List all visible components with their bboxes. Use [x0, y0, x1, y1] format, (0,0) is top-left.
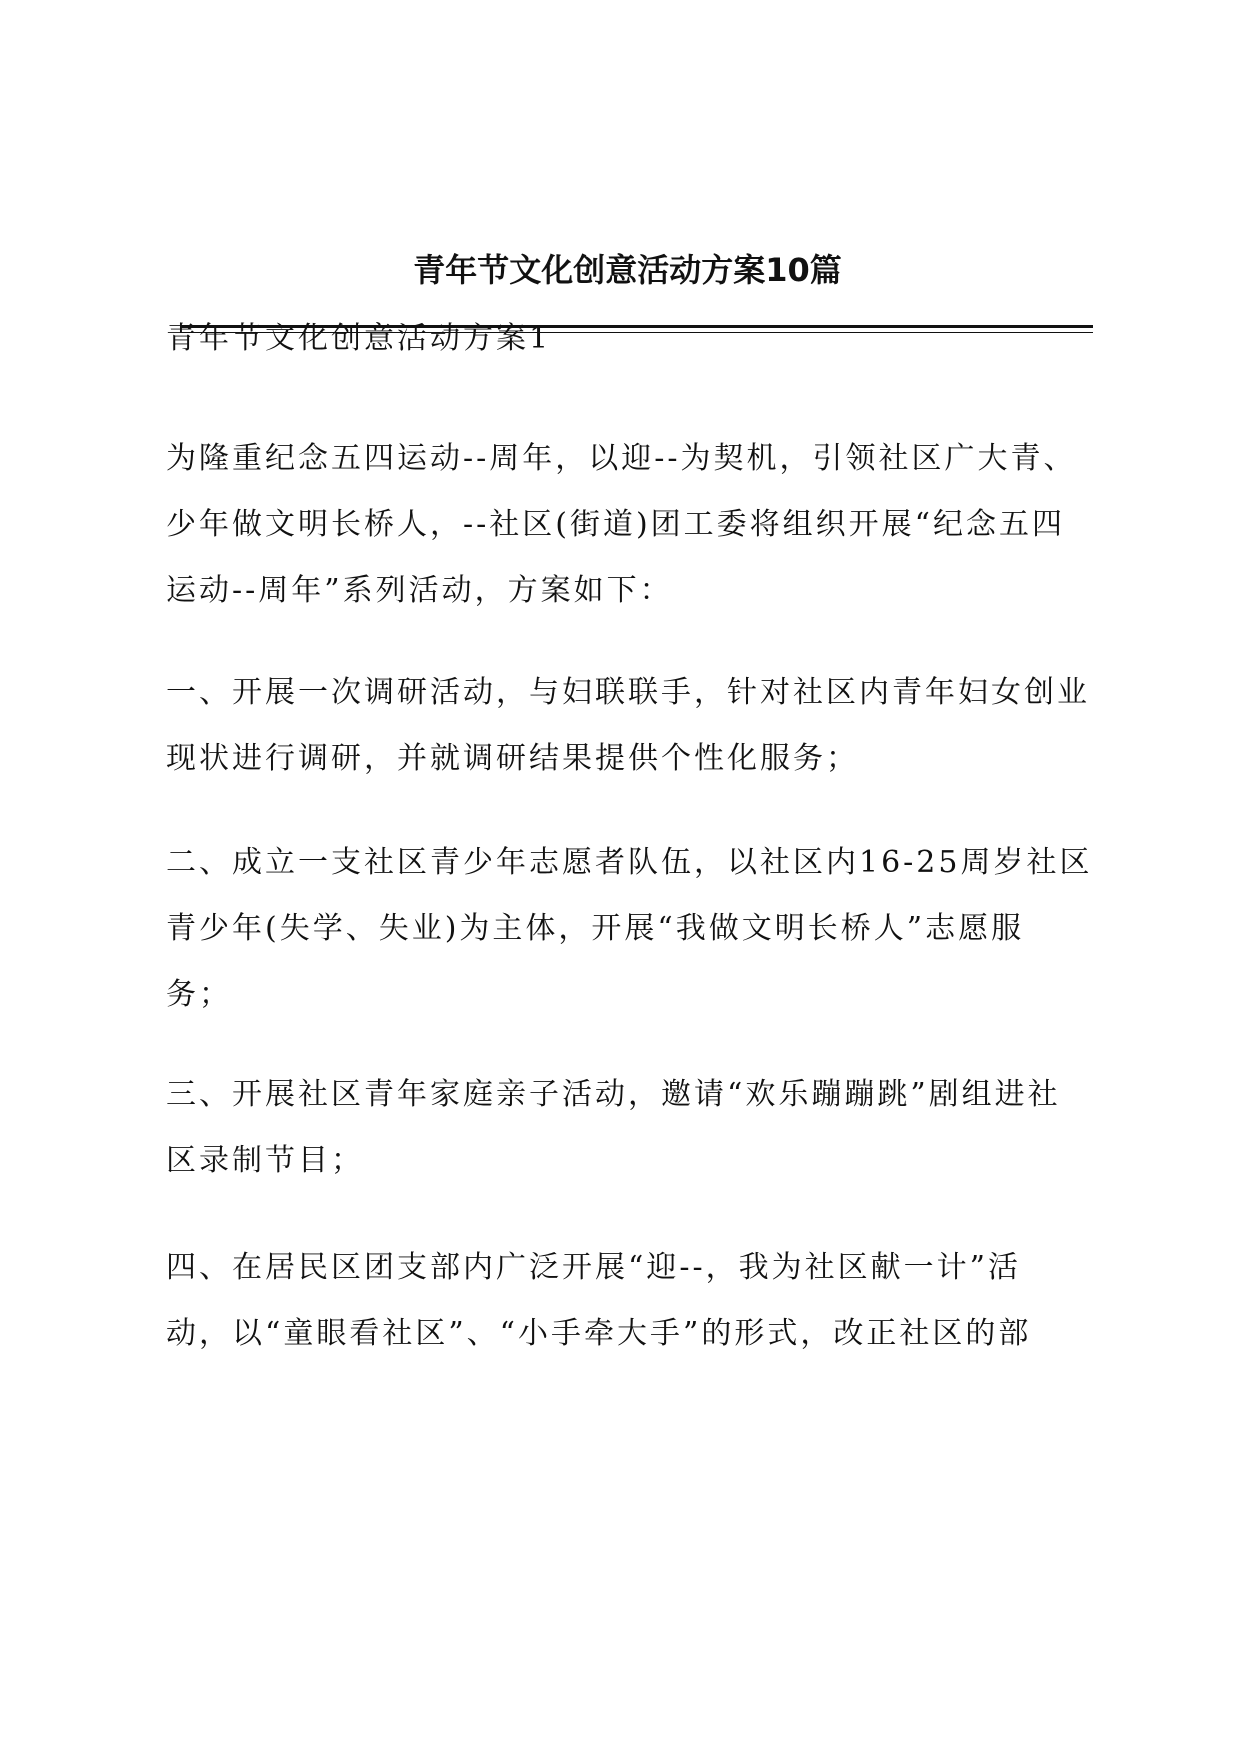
section-heading-block [166, 306, 1096, 372]
paragraph-2 [166, 660, 1096, 792]
paragraph-line: 一、开展一次调研活动，与妇联联手，针对社区内青年妇女创业 [166, 675, 1090, 710]
section-heading: 青年节文化创意活动方案1 [166, 321, 552, 356]
paragraph-line: 三、开展社区青年家庭亲子活动，邀请“欢乐蹦蹦跳”剧组进社 [166, 1077, 1061, 1112]
paragraph-line: 区录制节目； [166, 1143, 364, 1178]
paragraph-5 [166, 1235, 1096, 1367]
paragraph-3 [166, 830, 1096, 1028]
paragraph-line: 为隆重纪念五四运动--周年，以迎--为契机，引领社区广大青、 [166, 441, 1077, 476]
paragraph-line: 青少年(失学、失业)为主体，开展“我做文明长桥人”志愿服 [166, 911, 1025, 946]
paragraph-line: 二、成立一支社区青少年志愿者队伍，以社区内16-25周岁社区 [166, 845, 1093, 880]
paragraph-line: 现状进行调研，并就调研结果提供个性化服务； [166, 741, 859, 776]
paragraph-line: 运动--周年”系列活动，方案如下： [166, 573, 673, 608]
paragraph-line: 务； [166, 977, 232, 1012]
document-title: 青年节文化创意活动方案10篇 [413, 251, 842, 289]
paragraph-1 [166, 426, 1096, 624]
paragraph-line: 动，以“童眼看社区”、“小手牵大手”的形式，改正社区的部 [166, 1316, 1032, 1351]
paragraph-4 [166, 1062, 1096, 1194]
paragraph-line: 少年做文明长桥人，--社区(街道)团工委将组织开展“纪念五四 [166, 507, 1066, 542]
paragraph-line: 四、在居民区团支部内广泛开展“迎--，我为社区献一计”活 [166, 1250, 1021, 1285]
